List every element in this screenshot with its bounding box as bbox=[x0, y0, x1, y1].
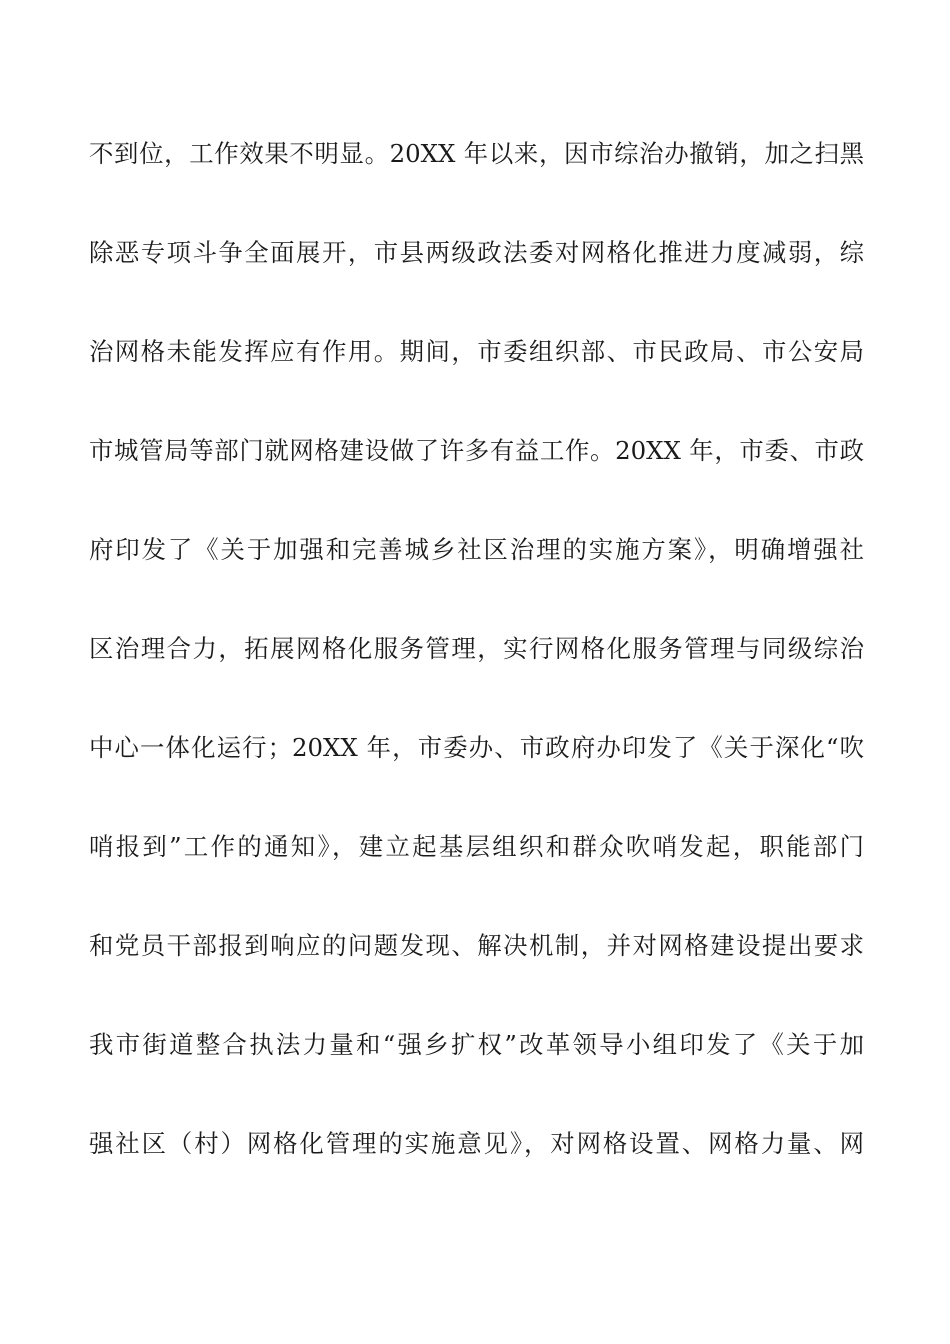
text-line: 中心一体化运行；20XX 年，市委办、市政府办印发了《关于深化“吹 bbox=[89, 733, 864, 762]
text-line: 治网格未能发挥应有作用。期间，市委组织部、市民政局、市公安局 bbox=[89, 337, 864, 366]
text-line: 哨报到”工作的通知》，建立起基层组织和群众吹哨发起，职能部门 bbox=[89, 832, 864, 861]
text-line: 和党员干部报到响应的问题发现、解决机制，并对网格建设提出要求 bbox=[89, 931, 864, 960]
text-line: 强社区（村）网格化管理的实施意见》，对网格设置、网格力量、网 bbox=[89, 1129, 864, 1158]
text-line: 除恶专项斗争全面展开，市县两级政法委对网格化推进力度减弱，综 bbox=[89, 238, 864, 267]
text-line: 府印发了《关于加强和完善城乡社区治理的实施方案》，明确增强社 bbox=[89, 535, 864, 564]
body-text bbox=[89, 134, 864, 1223]
text-line: 区治理合力，拓展网格化服务管理，实行网格化服务管理与同级综治 bbox=[89, 634, 864, 663]
text-line: 不到位，工作效果不明显。20XX 年以来，因市综治办撤销，加之扫黑 bbox=[89, 139, 864, 168]
text-line: 我市街道整合执法力量和“强乡扩权”改革领导小组印发了《关于加 bbox=[89, 1030, 864, 1059]
text-line: 市城管局等部门就网格建设做了许多有益工作。20XX 年，市委、市政 bbox=[89, 436, 864, 465]
